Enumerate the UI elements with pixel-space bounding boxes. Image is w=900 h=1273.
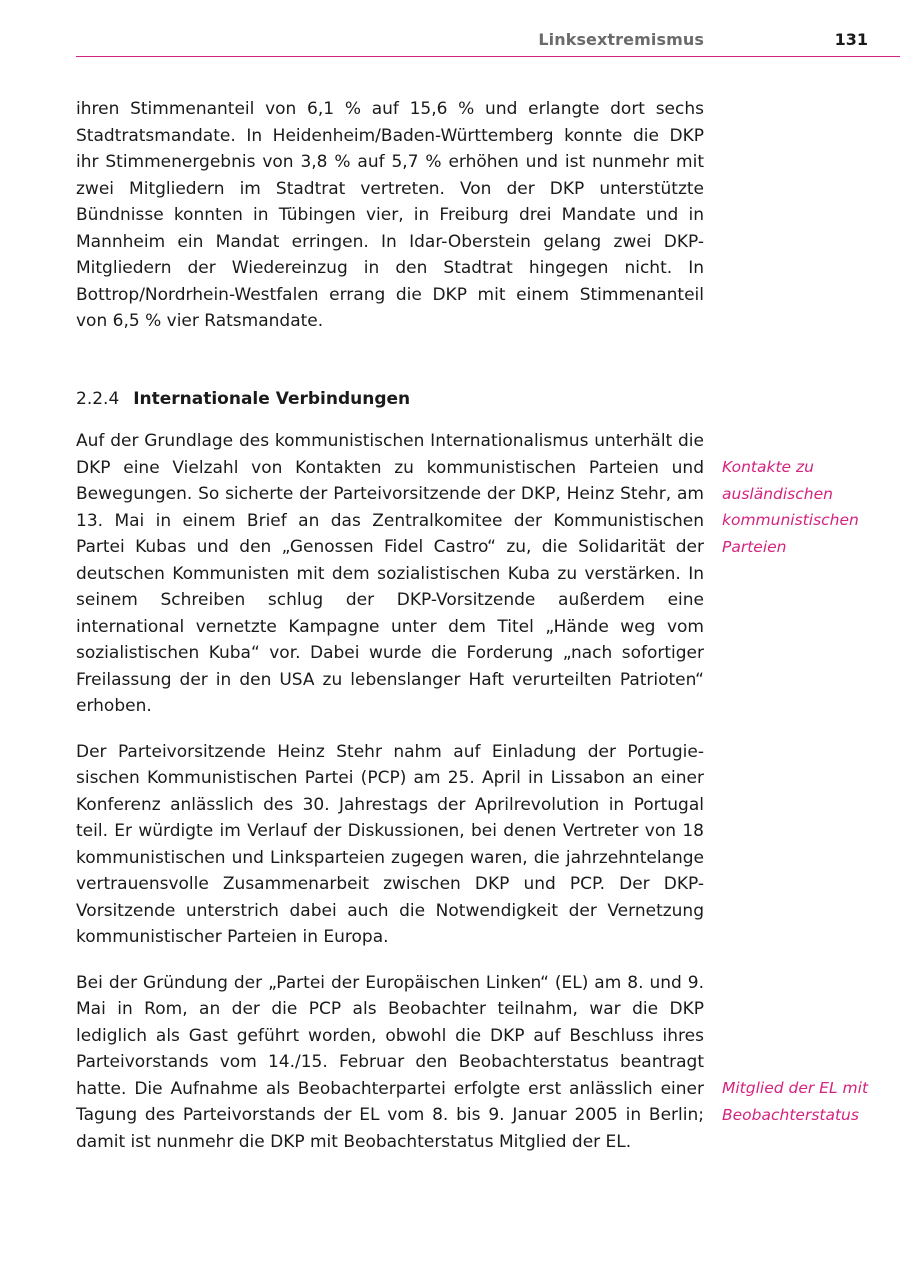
- margin-note-line: ausländischen: [722, 484, 833, 503]
- section-paragraph: Der Parteivorsitzende Heinz Stehr nahm auf Einladung der Portugiesischen Kommunistischen Partei (PCP) am 25. April in Lissabon an einer Konferenz anlässlich des 30. Jahrestags der Aprilrevolution in Portugal teil. Er würdigte im Verlauf der Diskussionen, bei denen Vertreter von 18 kommunistischen und Linksparteien zugegen waren, die jahrzehntelange vertrauensvolle Zusammenarbeit zwischen DKP und PCP. Der DKP-Vorsitzende unterstrich dabei auch die Notwendigkeit der Vernetzung kommunistischer Parteien in Europa.: [76, 741, 704, 947]
- section-title: Internationale Verbindungen: [133, 389, 411, 409]
- section-body: [76, 428, 704, 1155]
- section-paragraph: Auf der Grundlage des kommunistischen Internationalismus unterhält die DKP eine Vielzahl von Kontakten zu kommunistischen Parteien und Bewegungen. So sicherte der Parteivorsitzende der DKP, Heinz Stehr, am 13. Mai in einem Brief an das Zentralkomitee der Kommunistischen Partei Kubas und den „Genossen Fidel Castro“ zu, die Solidarität der deutschen Kommunisten mit dem sozialistischen Kuba zu verstärken. In seinem Schreiben schlug der DKP-Vorsitzende außerdem eine international vernetzte Kampagne unter dem Titel „Hände weg vom sozialistischen Kuba“ vor. Dabei wurde die Forderung „nach sofortiger Freilassung der in den USA zu lebenslanger Haft verurteilten Patrioten“ erhoben.: [76, 431, 704, 716]
- page-number: 131: [834, 30, 868, 49]
- margin-note-line: Beobachterstatus: [722, 1105, 859, 1124]
- margin-note-line: Parteien: [722, 537, 787, 556]
- intro-paragraph: ihren Stimmenanteil von 6,1 % auf 15,6 % und erlangte dort sechs Stadtratsmandate. In Heidenheim/Baden-Württemberg konnte die DKP ihr Stimmenergebnis von 3,8 % auf 5,7 % erhöhen und ist nunmehr mit zwei Mitgliedern im Stadtrat vertreten. Von der DKP unterstützte Bündnisse konnten in Tübingen vier, in Freiburg drei Mandate und in Mannheim ein Mandat erringen. In Idar-Oberstein gelang zwei DKP-Mitgliedern der Wiedereinzug in den Stadtrat hingegen nicht. In Bottrop/Nordrhein-Westfalen errang die DKP mit einem Stimmenanteil von 6,5 % vier Ratsmandate.: [76, 99, 704, 331]
- margin-note-el-membership: [722, 1075, 892, 1128]
- section-heading: [76, 386, 410, 413]
- section-paragraph: Bei der Gründung der „Partei der Europäischen Linken“ (EL) am 8. und 9. Mai in Rom, an der die PCP als Beobachter teilnahm, war die DKP lediglich als Gast geführt worden, obwohl die DKP auf Beschluss ihres Parteivorstands vom 14./15. Februar den Beobachterstatus beantragt hatte. Die Aufnahme als Beobachterpartei erfolgte erst anlässlich einer Tagung des Parteivorstands der EL vom 8. bis 9. Januar 2005 in Berlin; damit ist nunmehr die DKP mit Beobachterstatus Mitglied der EL.: [76, 972, 704, 1152]
- margin-note-line: Mitglied der EL mit: [722, 1079, 869, 1097]
- margin-note-line: Kontakte zu: [722, 458, 814, 476]
- running-head: Linksextremismus: [538, 30, 704, 49]
- page-header: [76, 28, 900, 57]
- margin-note-contacts: [722, 454, 892, 560]
- margin-note-line: kommunistischen: [722, 511, 859, 529]
- section-number: 2.2.4: [76, 389, 120, 409]
- main-text-column: [76, 96, 704, 335]
